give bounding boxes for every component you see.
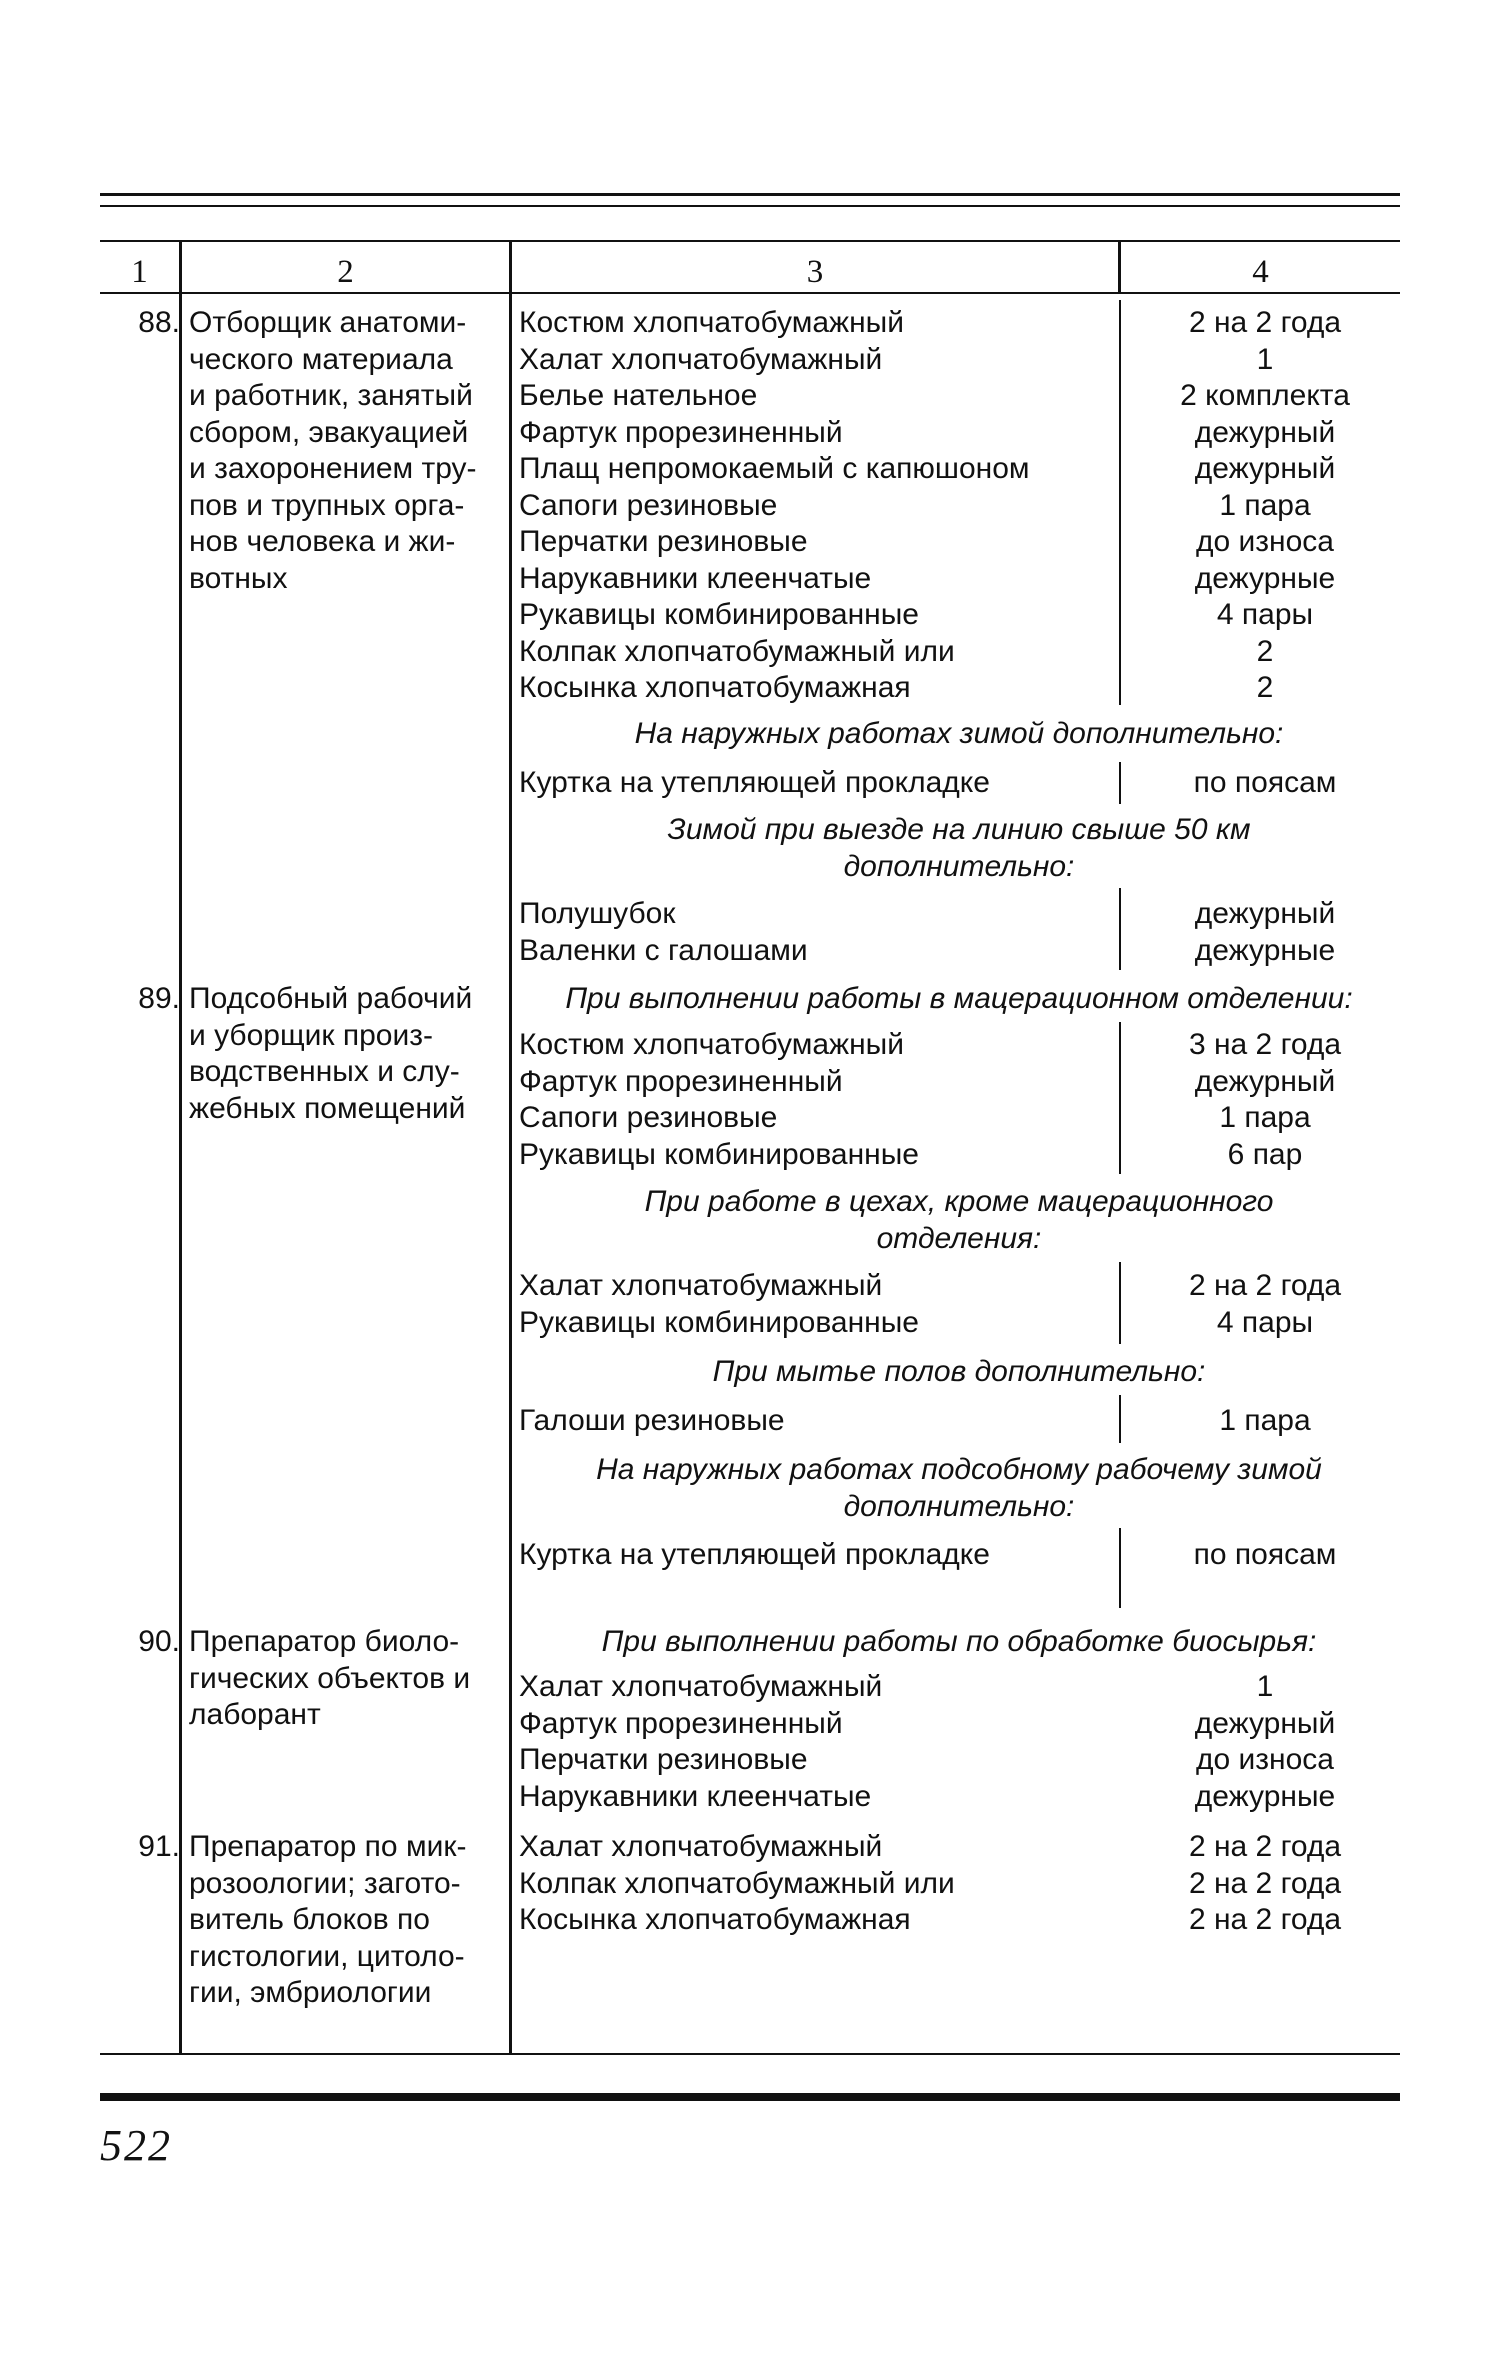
section-heading-line: дополнительно: <box>843 1489 1075 1523</box>
section-heading <box>519 1354 1399 1391</box>
item-qty: 2 комплекта <box>1180 379 1350 412</box>
qty-list <box>1130 1403 1400 1440</box>
item-name: Галоши резиновые <box>519 1404 785 1437</box>
item-name: Нарукавники клеенчатые <box>519 561 872 595</box>
item-list <box>519 765 990 802</box>
item-qty: 4 пары <box>1216 1305 1314 1339</box>
row-number: 90. <box>138 1625 180 1658</box>
row-title-line: и уборщик произ- <box>189 1018 433 1052</box>
item-qty: 2 <box>1256 671 1274 704</box>
item-qty: 2 на 2 года <box>1188 1830 1342 1863</box>
row-title-line: и захоронением тру- <box>189 452 477 485</box>
item-name: Белье нательное <box>519 379 758 412</box>
qty-list <box>1130 1537 1400 1574</box>
header-col-1: 1 <box>131 254 148 290</box>
item-list <box>519 896 808 969</box>
item-name: Халат хлопчатобумажный <box>519 1670 883 1703</box>
footer-rule <box>100 2093 1400 2101</box>
item-name: Перчатки резиновые <box>519 525 808 558</box>
header-bottom-rule <box>100 292 1400 294</box>
section-heading <box>519 981 1399 1018</box>
item-list <box>519 1403 785 1440</box>
item-name: Плащ непромокаемый с капюшоном <box>519 452 1030 485</box>
qty-divider <box>1119 762 1121 804</box>
item-qty: по поясам <box>1193 1538 1337 1571</box>
item-qty: дежурный <box>1194 452 1336 485</box>
item-qty: по поясам <box>1193 766 1337 799</box>
item-qty: до износа <box>1196 525 1334 558</box>
qty-list <box>1130 1268 1400 1341</box>
qty-divider <box>1119 1262 1121 1344</box>
item-name: Халат хлопчатобумажный <box>519 342 883 376</box>
section-heading-line: При мытье полов дополнительно: <box>712 1355 1206 1388</box>
section-heading-line: отделения: <box>876 1221 1042 1255</box>
header-col-4: 4 <box>1252 254 1269 290</box>
row-title-line: Препаратор по мик- <box>189 1830 467 1863</box>
row-title-line: Отборщик анатоми- <box>189 306 467 339</box>
item-qty: 2 на 2 года <box>1188 306 1342 339</box>
item-name: Фартук прорезиненный <box>519 415 843 449</box>
item-name: Фартук прорезиненный <box>519 1706 843 1740</box>
section-heading-line: На наружных работах зимой дополнительно: <box>634 717 1284 750</box>
item-name: Костюм хлопчатобумажный <box>519 306 904 339</box>
row-title-line: водственных и слу- <box>189 1055 460 1088</box>
qty-list <box>1130 305 1400 707</box>
item-name: Куртка на утепляющей прокладке <box>519 1538 990 1571</box>
item-qty: дежурный <box>1194 1064 1336 1098</box>
item-qty: дежурные <box>1194 933 1336 967</box>
section-heading <box>519 1452 1399 1525</box>
row-title-line: вотных <box>189 561 288 595</box>
row-number: 88. <box>138 306 180 339</box>
section-heading-line: При выполнении работы по обработке биосырья: <box>601 1625 1317 1658</box>
row-title-line: и работник, занятый <box>189 379 473 412</box>
section-heading-line: При работе в цехах, кроме мацерационного <box>644 1185 1274 1218</box>
col-divider-2 <box>509 240 512 2055</box>
item-qty: 1 пара <box>1219 488 1311 522</box>
item-qty: 4 пары <box>1216 598 1314 631</box>
section-heading <box>519 1624 1399 1661</box>
top-rule-2 <box>100 205 1400 207</box>
item-qty: 6 пар <box>1227 1137 1303 1171</box>
section-heading-line: На наружных работах подсобному рабочему зимой <box>596 1453 1322 1486</box>
row-title-line: Препаратор биоло- <box>189 1625 460 1658</box>
qty-list <box>1130 1669 1400 1815</box>
qty-divider <box>1119 1022 1121 1174</box>
item-qty: 2 на 2 года <box>1188 1903 1342 1936</box>
item-qty: 1 <box>1256 342 1274 376</box>
header-col-3: 3 <box>806 254 824 290</box>
item-name: Халат хлопчатобумажный <box>519 1830 883 1863</box>
section-heading <box>519 716 1399 753</box>
item-name: Сапоги резиновые <box>519 1101 778 1134</box>
row-title-line: гических объектов и <box>189 1661 471 1695</box>
section-heading-line: дополнительно: <box>843 849 1075 883</box>
item-qty: 1 пара <box>1219 1101 1311 1134</box>
item-name: Косынка хлопчатобумажная <box>519 671 911 704</box>
item-name: Рукавицы комбинированные <box>519 598 919 631</box>
row-number: 91. <box>138 1830 180 1863</box>
item-list <box>519 1669 882 1815</box>
row-title <box>189 305 509 597</box>
item-name: Сапоги резиновые <box>519 488 778 522</box>
header-col-2: 2 <box>337 254 354 290</box>
item-qty: 1 <box>1256 1670 1274 1703</box>
section-heading <box>519 812 1399 885</box>
section-heading-line: Зимой при выезде на линию свыше 50 км <box>667 813 1251 846</box>
item-name: Косынка хлопчатобумажная <box>519 1903 911 1936</box>
item-qty: 2 на 2 года <box>1188 1866 1342 1900</box>
item-qty: 2 <box>1256 634 1274 668</box>
item-list <box>519 1537 990 1574</box>
section-heading-line: При выполнении работы в мацерационном отделении: <box>565 982 1353 1015</box>
item-qty: 1 пара <box>1219 1404 1311 1437</box>
item-list <box>519 1829 955 1939</box>
qty-list <box>1130 1027 1400 1173</box>
item-name: Костюм хлопчатобумажный <box>519 1028 904 1061</box>
item-qty: дежурный <box>1194 415 1336 449</box>
row-title <box>189 981 509 1127</box>
row-title-line: лаборант <box>189 1698 321 1731</box>
item-name: Нарукавники клеенчатые <box>519 1779 872 1813</box>
item-name: Куртка на утепляющей прокладке <box>519 766 990 799</box>
item-name: Рукавицы комбинированные <box>519 1305 919 1339</box>
section-heading <box>519 1184 1399 1257</box>
page-number: 522 <box>100 2121 172 2170</box>
row-title-line: ческого материала <box>189 342 453 376</box>
item-qty: 3 на 2 года <box>1188 1028 1342 1061</box>
qty-list <box>1130 1829 1400 1939</box>
col-divider-1 <box>179 240 182 2055</box>
header-top-rule <box>100 240 1400 242</box>
row-title-line: жебных помещений <box>189 1091 466 1125</box>
item-name: Колпак хлопчатобумажный или <box>519 634 955 668</box>
item-name: Полушубок <box>519 897 676 930</box>
item-list <box>519 1027 919 1173</box>
item-qty: 2 на 2 года <box>1188 1269 1342 1302</box>
item-qty: дежурный <box>1194 897 1336 930</box>
item-name: Рукавицы комбинированные <box>519 1137 919 1171</box>
row-title <box>189 1829 509 2012</box>
item-qty: дежурные <box>1194 561 1336 595</box>
item-name: Колпак хлопчатобумажный или <box>519 1866 955 1900</box>
qty-divider <box>1119 1395 1121 1443</box>
row-title <box>189 1624 509 1734</box>
top-rule-1 <box>100 193 1400 196</box>
row-title-line: витель блоков по <box>189 1903 430 1936</box>
row-title-line: гистологии, цитоло- <box>189 1939 465 1973</box>
item-qty: дежурный <box>1194 1706 1336 1740</box>
table-bottom-rule <box>100 2053 1400 2055</box>
qty-list <box>1130 765 1400 802</box>
item-name: Фартук прорезиненный <box>519 1064 843 1098</box>
row-title-line: сбором, эвакуацией <box>189 415 469 449</box>
item-qty: до износа <box>1196 1743 1334 1776</box>
row-title-line: пов и трупных орга- <box>189 488 465 522</box>
row-title-line: гии, эмбриологии <box>189 1976 432 2009</box>
item-list <box>519 1268 919 1341</box>
row-title-line: нов человека и жи- <box>189 525 456 558</box>
item-name: Халат хлопчатобумажный <box>519 1269 883 1302</box>
item-name: Перчатки резиновые <box>519 1743 808 1776</box>
row-title-line: Подсобный рабочий <box>189 982 473 1015</box>
qty-divider <box>1119 888 1121 970</box>
qty-list <box>1130 896 1400 969</box>
qty-divider <box>1119 1528 1121 1608</box>
item-list <box>519 305 1030 707</box>
qty-divider <box>1119 300 1121 705</box>
row-number: 89. <box>138 982 180 1015</box>
row-title-line: розоологии; загото- <box>189 1866 461 1900</box>
item-name: Валенки с галошами <box>519 933 808 967</box>
item-qty: дежурные <box>1194 1779 1336 1813</box>
